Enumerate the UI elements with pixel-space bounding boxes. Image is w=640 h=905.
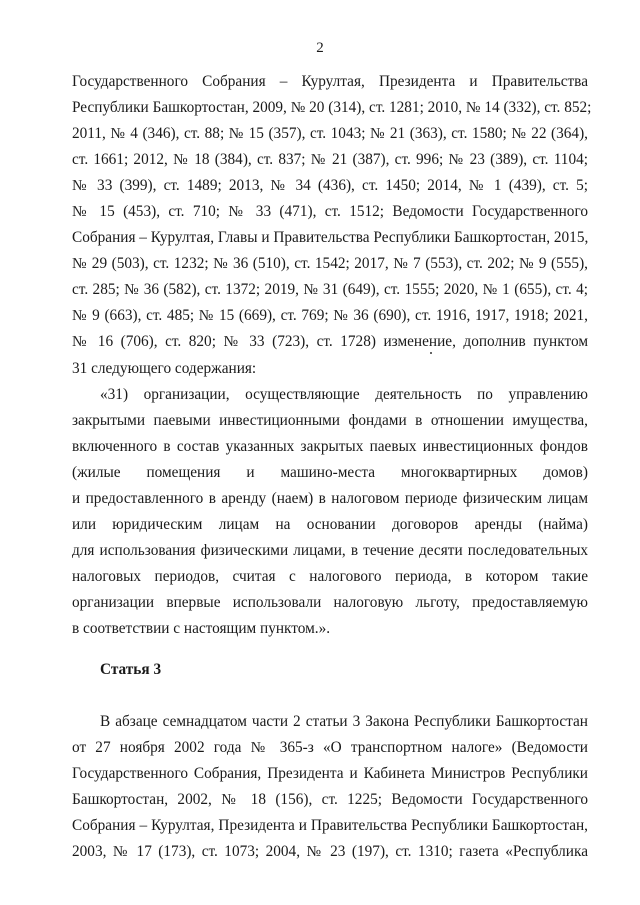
text-line: № 15 (453), ст. 710; № 33 (471), ст. 1512; Ведомости Государственного [72, 203, 588, 221]
text-line: ст. 285; № 36 (582), ст. 1372; 2019, № 31 (649), ст. 1555; 2020, № 1 (655), ст. 4; [72, 281, 588, 299]
text-line: Республики Башкортостан, 2009, № 20 (314), ст. 1281; 2010, № 14 (332), ст. 852; [72, 99, 592, 117]
article-3-line: Государственного Собрания, Президента и Кабинета Министров Республики [72, 765, 588, 783]
text-line: ст. 1661; 2012, № 18 (384), ст. 837; № 21 (387), ст. 996; № 23 (389), ст. 1104; [72, 151, 588, 169]
quoted-item-31-line: и предоставленного в аренду (наем) в налоговом периоде физическим лицам [72, 489, 588, 507]
quoted-item-31-line: налоговых периодов, считая с налогового периода, в котором такие [72, 567, 588, 585]
text-line: № 29 (503), ст. 1232; № 36 (510), ст. 1542; 2017, № 7 (553), ст. 202; № 9 (555), [72, 255, 588, 273]
text-line: 2011, № 4 (346), ст. 88; № 15 (357), ст. 1043; № 21 (363), ст. 1580; № 22 (364), [72, 125, 588, 143]
article-3-line: Собрания – Курултая, Президента и Правительства Республики Башкортостан, [72, 817, 588, 835]
text-line: Государственного Собрания – Курултая, Президента и Правительства [72, 73, 588, 90]
text-line: 31 следующего содержания: [72, 359, 257, 377]
heading-spacer [72, 683, 588, 709]
quoted-item-31-line: организации впервые использовали налоговую льготу, предоставляемую [72, 593, 588, 611]
text-line: № 9 (663), ст. 485; № 15 (669), ст. 769; № 36 (690), ст. 1916, 1917, 1918; 2021, [72, 307, 588, 325]
quoted-item-31-line: для использования физическими лицами, в течение десяти последовательных [72, 541, 588, 559]
text-line: № 16 (706), ст. 820; № 33 (723), ст. 1728) изменение, дополнив пунктом [72, 333, 588, 351]
amendment-text-block [72, 69, 592, 642]
scan-mark [430, 352, 432, 354]
article-3-line: Башкортостан, 2002, № 18 (156), ст. 1225; Ведомости Государственного [72, 791, 588, 809]
article-heading: Статья 3 [100, 661, 162, 678]
page-number: 2 [316, 40, 324, 56]
text-line: № 33 (399), ст. 1489; 2013, № 34 (436), ст. 1450; 2014, № 1 (439), ст. 5; [72, 177, 588, 195]
article-3-line: 2003, № 17 (173), ст. 1073; 2004, № 23 (197), ст. 1310; газета «Республика [72, 843, 588, 861]
article-3-block [72, 657, 588, 865]
quoted-item-31-line: включенного в состав указанных закрытых паевых инвестиционных фондов [72, 437, 588, 455]
quoted-item-31-line: закрытыми паевыми инвестиционными фондами в отношении имущества, [72, 411, 588, 429]
quoted-item-31-line: (жилые помещения и машино-места многоквартирных домов) [72, 463, 588, 481]
quoted-item-31-line: «31) организации, осуществляющие деятельность по управлению [100, 385, 588, 403]
quoted-item-31-line: или юридическим лицам на основании договоров аренды (найма) [72, 515, 588, 533]
quoted-item-31-line: в соответствии с настоящим пунктом.». [72, 619, 331, 637]
article-3-line: от 27 ноября 2002 года № 365-з «О транспортном налоге» (Ведомости [72, 739, 588, 757]
text-line: Собрания – Курултая, Главы и Правительства Республики Башкортостан, 2015, [72, 229, 589, 247]
article-3-line: В абзаце семнадцатом части 2 статьи 3 Закона Республики Башкортостан [100, 713, 588, 731]
